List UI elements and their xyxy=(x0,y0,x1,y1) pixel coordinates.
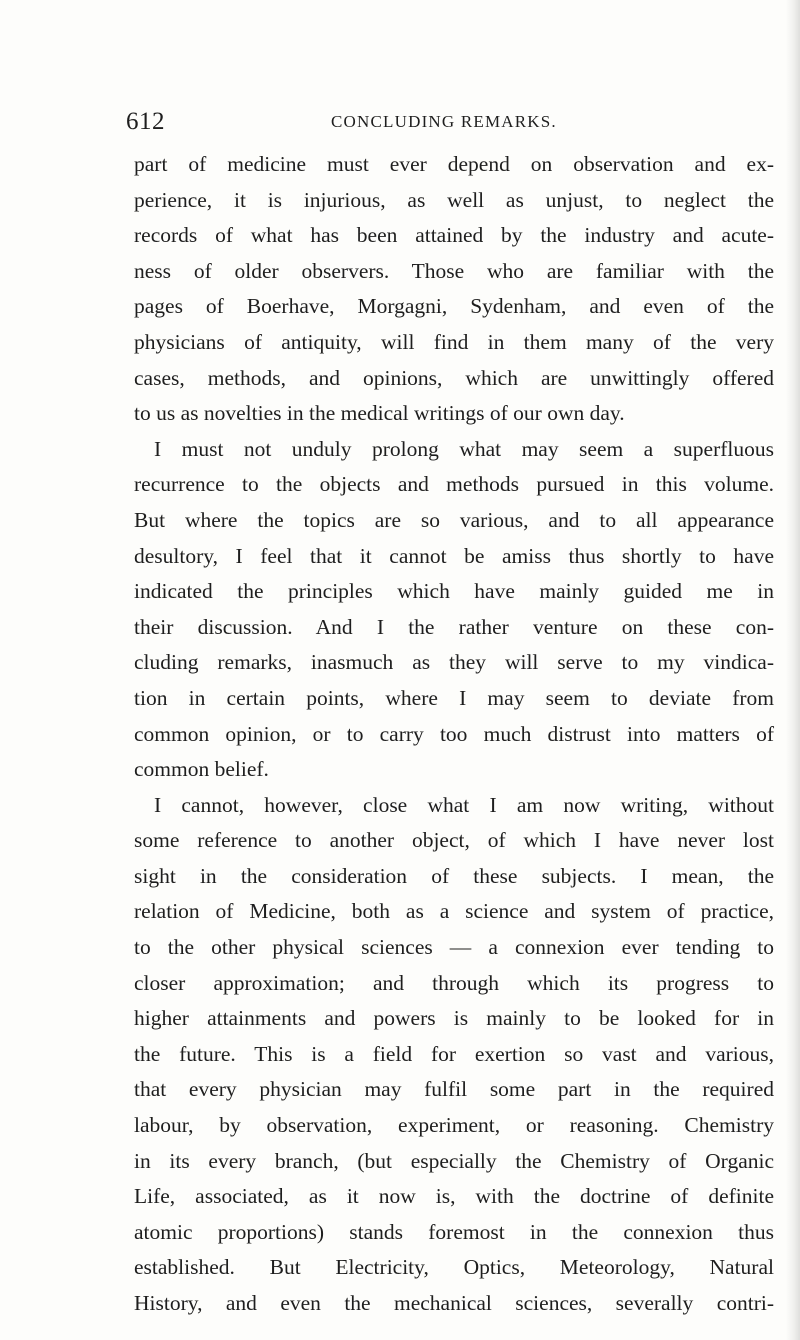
text-line: established. But Electricity, Optics, Meteorology, Natural xyxy=(134,1255,774,1280)
text-line: some reference to another object, of which I have never lost xyxy=(134,828,774,853)
running-header xyxy=(126,108,766,138)
text-line: pages of Boerhave, Morgagni, Sydenham, and even of the xyxy=(134,294,774,319)
text-line: that every physician may fulfil some part in the required xyxy=(134,1077,774,1102)
running-title: CONCLUDING REMARKS. xyxy=(331,112,557,131)
text-line: common belief. xyxy=(134,757,269,782)
text-line: indicated the principles which have mainly guided me in xyxy=(134,579,774,604)
text-line: part of medicine must ever depend on observation and ex- xyxy=(134,152,774,176)
text-line: perience, it is injurious, as well as unjust, to neglect the xyxy=(134,187,774,212)
text-line: to us as novelties in the medical writings of our own day. xyxy=(134,401,625,426)
text-line: sight in the consideration of these subjects. I mean, the xyxy=(134,863,774,888)
text-line: I cannot, however, close what I am now writing, without xyxy=(154,792,774,817)
page-edge-shadow xyxy=(786,0,800,1340)
text-line: higher attainments and powers is mainly to be looked for in xyxy=(134,1006,774,1031)
text-line: in its every branch, (but especially the Chemistry of Organic xyxy=(134,1148,774,1173)
text-line: tion in certain points, where I may seem to deviate from xyxy=(134,685,774,710)
text-line: History, and even the mechanical sciences, severally contri- xyxy=(134,1291,774,1315)
text-line: common opinion, or to carry too much distrust into matters of xyxy=(134,721,774,746)
text-line: But where the topics are so various, and to all appearance xyxy=(134,507,774,532)
text-line: desultory, I feel that it cannot be amiss thus shortly to have xyxy=(134,543,774,568)
text-line: to the other physical sciences — a connexion ever tending to xyxy=(134,935,774,960)
text-line: ness of older observers. Those who are familiar with the xyxy=(134,258,774,283)
text-line: relation of Medicine, both as a science and system of practice, xyxy=(134,899,774,924)
text-line: cases, methods, and opinions, which are unwittingly offered xyxy=(134,365,774,390)
text-line: recurrence to the objects and methods pursued in this volume. xyxy=(134,472,774,497)
text-line: physicians of antiquity, will find in them many of the very xyxy=(134,329,774,354)
text-line: their discussion. And I the rather venture on these con- xyxy=(134,614,774,639)
text-line: cluding remarks, inasmuch as they will serve to my vindica- xyxy=(134,650,774,675)
text-line: closer approximation; and through which its progress to xyxy=(134,970,774,995)
body-text xyxy=(134,147,774,1322)
text-line: the future. This is a field for exertion so vast and various, xyxy=(134,1041,774,1066)
page-number: 612 xyxy=(126,108,165,135)
text-line: I must not unduly prolong what may seem a superfluous xyxy=(154,436,774,461)
text-line: atomic proportions) stands foremost in the connexion thus xyxy=(134,1219,774,1244)
text-line: records of what has been attained by the industry and acute- xyxy=(134,223,774,248)
text-line: labour, by observation, experiment, or reasoning. Chemistry xyxy=(134,1113,774,1138)
text-line: Life, associated, as it now is, with the doctrine of definite xyxy=(134,1184,774,1209)
